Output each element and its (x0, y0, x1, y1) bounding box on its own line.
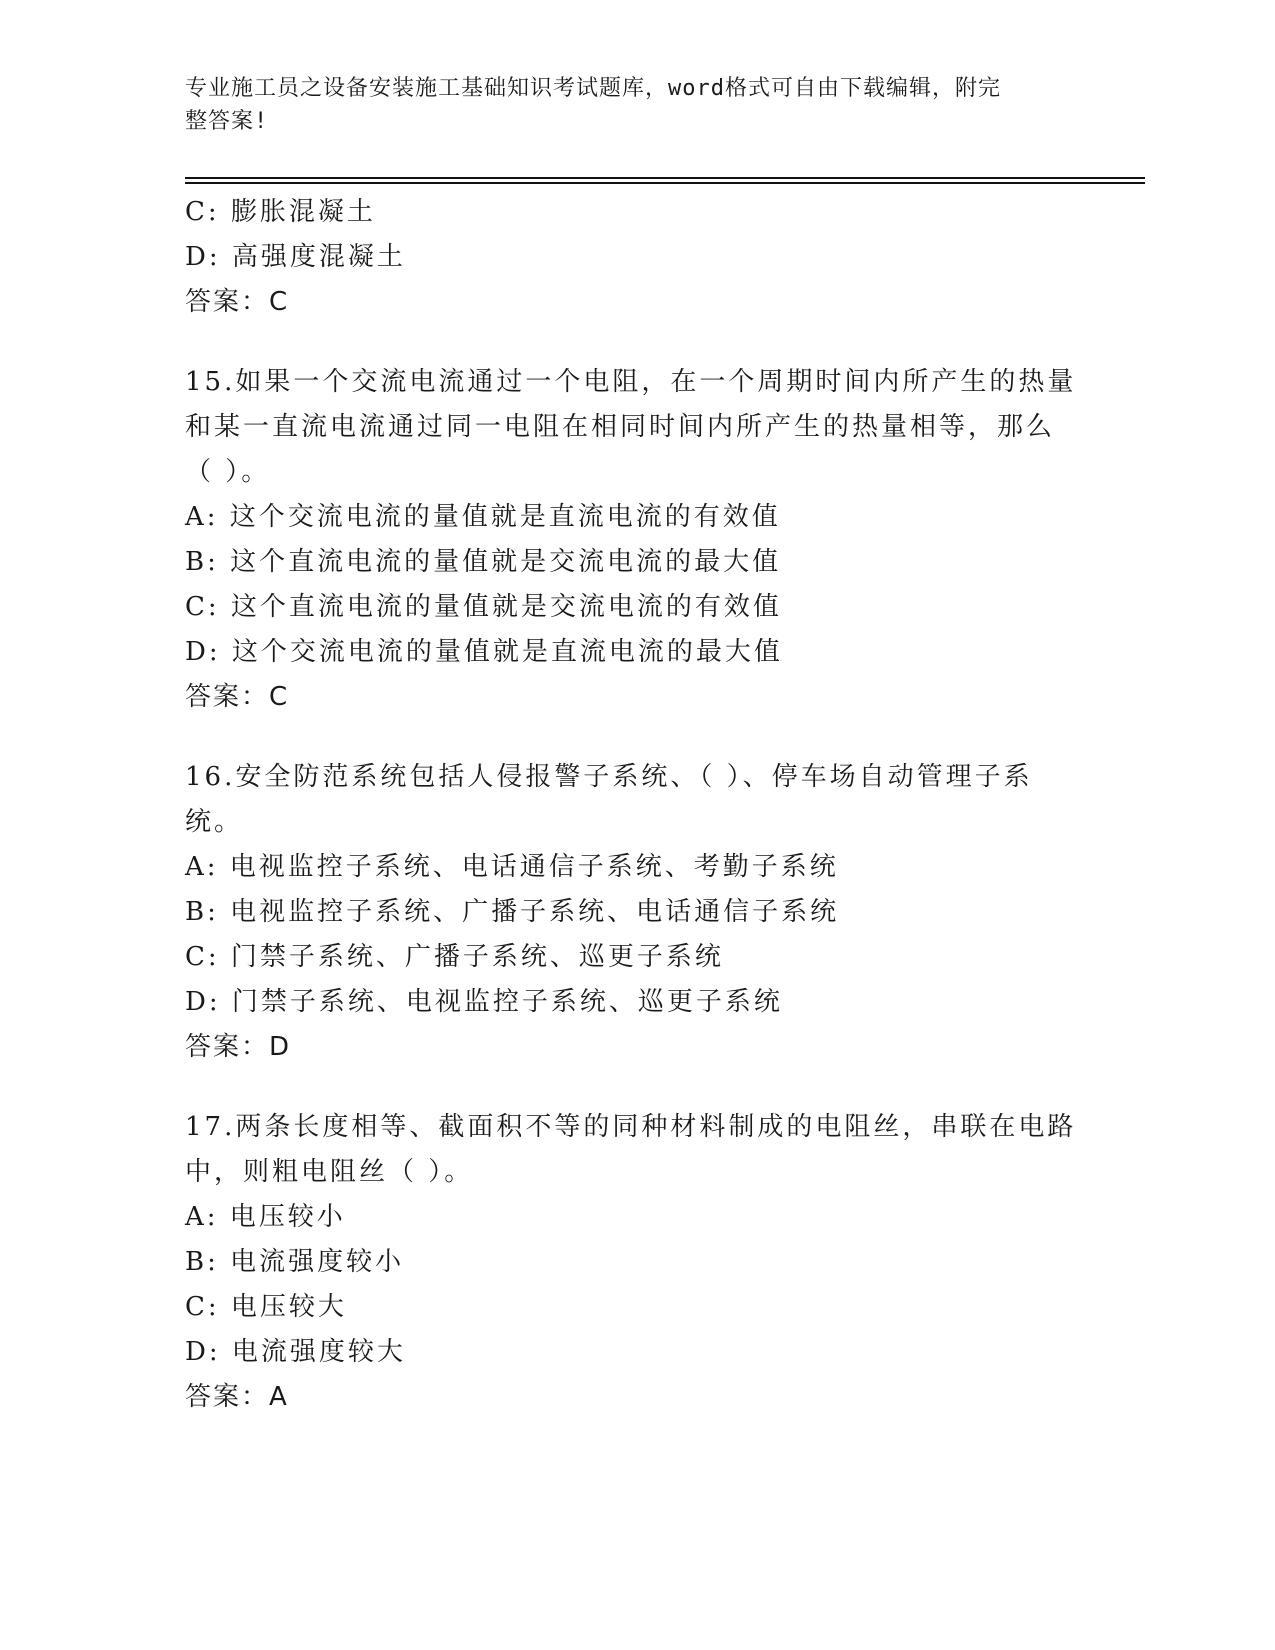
answer-label: 答案：A (185, 1382, 289, 1412)
option-b: B: 电流强度较小 (185, 1247, 405, 1277)
header-line-1: 专业施工员之设备安装施工基础知识考试题库，word格式可自由下载编辑，附完 (185, 76, 1001, 101)
question-stem-line: 15.如果一个交流电流通过一个电阻，在一个周期时间内所产生的热量 (185, 367, 1077, 397)
question-stem-line: 16.安全防范系统包括人侵报警子系统、（ ）、停车场自动管理子系 (185, 762, 1033, 792)
option-d: D: 电流强度较大 (185, 1337, 406, 1367)
option-d: D: 高强度混凝土 (185, 242, 406, 272)
question-15 (185, 360, 1085, 720)
option-a: A: 这个交流电流的量值就是直流电流的有效值 (185, 502, 781, 532)
header-line-2: 整答案! (185, 109, 269, 134)
option-c: C: 电压较大 (185, 1292, 347, 1322)
header-divider-top (185, 177, 1145, 179)
option-b: B: 电视监控子系统、广播子系统、电话通信子系统 (185, 897, 840, 927)
option-b: B: 这个直流电流的量值就是交流电流的最大值 (185, 547, 782, 577)
question-stem-line: 17.两条长度相等、截面积不等的同种材料制成的电阻丝，串联在电路 (185, 1112, 1077, 1142)
question-stem-line: 和某一直流电流通过同一电阻在相同时间内所产生的热量相等，那么 (185, 412, 1056, 442)
question-list (185, 190, 1085, 1420)
header-divider-bottom (185, 182, 1145, 184)
question-stem-line: （ ）。 (185, 457, 271, 487)
option-c: C: 膨胀混凝土 (185, 197, 376, 227)
answer-label: 答案：C (185, 682, 290, 712)
answer-label: 答案：C (185, 287, 290, 317)
option-a: A: 电压较小 (185, 1202, 346, 1232)
option-c: C: 门禁子系统、广播子系统、巡更子系统 (185, 942, 724, 972)
question-16 (185, 755, 1085, 1070)
question-14-continuation (185, 190, 1085, 325)
answer-label: 答案：D (185, 1032, 292, 1062)
option-c: C: 这个直流电流的量值就是交流电流的有效值 (185, 592, 782, 622)
document-header (185, 72, 1065, 138)
option-a: A: 电视监控子系统、电话通信子系统、考勤子系统 (185, 852, 839, 882)
question-stem-line: 中，则粗电阻丝（ ）。 (185, 1157, 474, 1187)
question-stem-line: 统。 (185, 807, 244, 837)
question-17 (185, 1105, 1085, 1420)
option-d: D: 这个交流电流的量值就是直流电流的最大值 (185, 637, 783, 667)
option-d: D: 门禁子系统、电视监控子系统、巡更子系统 (185, 987, 783, 1017)
